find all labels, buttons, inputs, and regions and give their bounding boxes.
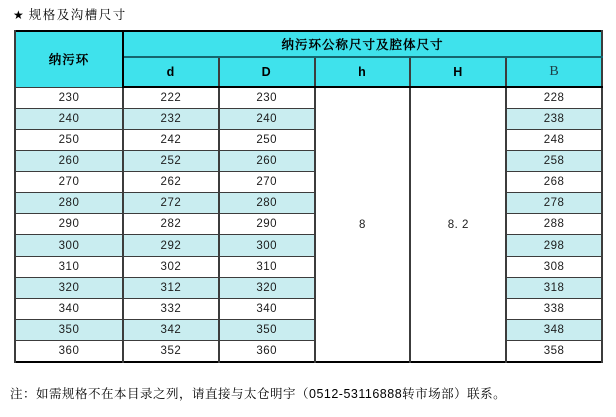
d-cell: 302 — [123, 256, 219, 277]
ring-cell: 250 — [15, 129, 123, 150]
ring-cell: 320 — [15, 277, 123, 298]
B-cell: 348 — [506, 320, 602, 341]
d-cell: 242 — [123, 129, 219, 150]
H-merged-cell: 8. 2 — [410, 87, 506, 362]
B-cell: 238 — [506, 108, 602, 129]
d-cell: 262 — [123, 172, 219, 193]
d-cell: 222 — [123, 87, 219, 108]
ring-cell: 260 — [15, 150, 123, 171]
ring-cell: 310 — [15, 256, 123, 277]
B-cell: 228 — [506, 87, 602, 108]
d-cell: 342 — [123, 320, 219, 341]
D-cell: 240 — [219, 108, 315, 129]
B-cell: 358 — [506, 341, 602, 362]
table-row — [15, 87, 602, 108]
section-title-text: 规格及沟槽尺寸 — [28, 8, 127, 22]
B-cell: 288 — [506, 214, 602, 235]
B-cell: 258 — [506, 150, 602, 171]
B-cell: 268 — [506, 172, 602, 193]
ring-cell: 230 — [15, 87, 123, 108]
d-cell: 352 — [123, 341, 219, 362]
table-row — [15, 256, 602, 277]
spec-table — [14, 30, 603, 363]
ring-column-header: 纳污环 — [15, 31, 123, 87]
D-cell: 320 — [219, 277, 315, 298]
star-icon: ★ — [13, 8, 24, 22]
table-row — [15, 193, 602, 214]
d-cell: 332 — [123, 298, 219, 319]
ring-cell: 280 — [15, 193, 123, 214]
B-cell: 338 — [506, 298, 602, 319]
B-cell: 278 — [506, 193, 602, 214]
column-header-D: D — [219, 57, 315, 87]
header-row-group — [15, 31, 602, 57]
column-header-d: d — [123, 57, 219, 87]
d-cell: 292 — [123, 235, 219, 256]
table-row — [15, 277, 602, 298]
ring-cell: 350 — [15, 320, 123, 341]
footnote: 注：如需规格不在本目录之列，请直接与太仓明宇（0512-53116888转市场部）联系。 — [10, 387, 507, 401]
D-cell: 300 — [219, 235, 315, 256]
ring-cell: 270 — [15, 172, 123, 193]
D-cell: 290 — [219, 214, 315, 235]
group-header: 纳污环公称尺寸及腔体尺寸 — [123, 31, 602, 57]
D-cell: 340 — [219, 298, 315, 319]
D-cell: 250 — [219, 129, 315, 150]
spec-table-header — [15, 31, 602, 87]
D-cell: 310 — [219, 256, 315, 277]
column-header-H: H — [410, 57, 506, 87]
table-row — [15, 214, 602, 235]
d-cell: 312 — [123, 277, 219, 298]
ring-cell: 300 — [15, 235, 123, 256]
d-cell: 252 — [123, 150, 219, 171]
D-cell: 280 — [219, 193, 315, 214]
h-merged-cell: 8 — [315, 87, 411, 362]
D-cell: 260 — [219, 150, 315, 171]
ring-cell: 240 — [15, 108, 123, 129]
d-cell: 282 — [123, 214, 219, 235]
D-cell: 350 — [219, 320, 315, 341]
ring-cell: 290 — [15, 214, 123, 235]
D-cell: 360 — [219, 341, 315, 362]
table-row — [15, 341, 602, 362]
B-cell: 308 — [506, 256, 602, 277]
spec-table-body — [15, 87, 602, 362]
column-header-h: h — [315, 57, 411, 87]
B-cell: 318 — [506, 277, 602, 298]
D-cell: 270 — [219, 172, 315, 193]
D-cell: 230 — [219, 87, 315, 108]
table-row — [15, 129, 602, 150]
table-row — [15, 320, 602, 341]
table-row — [15, 108, 602, 129]
B-cell: 248 — [506, 129, 602, 150]
d-cell: 272 — [123, 193, 219, 214]
ring-cell: 360 — [15, 341, 123, 362]
column-header-B: B — [506, 57, 602, 87]
table-row — [15, 235, 602, 256]
section-title — [13, 5, 127, 23]
B-cell: 298 — [506, 235, 602, 256]
d-cell: 232 — [123, 108, 219, 129]
table-row — [15, 298, 602, 319]
table-row — [15, 150, 602, 171]
ring-cell: 340 — [15, 298, 123, 319]
table-row — [15, 172, 602, 193]
